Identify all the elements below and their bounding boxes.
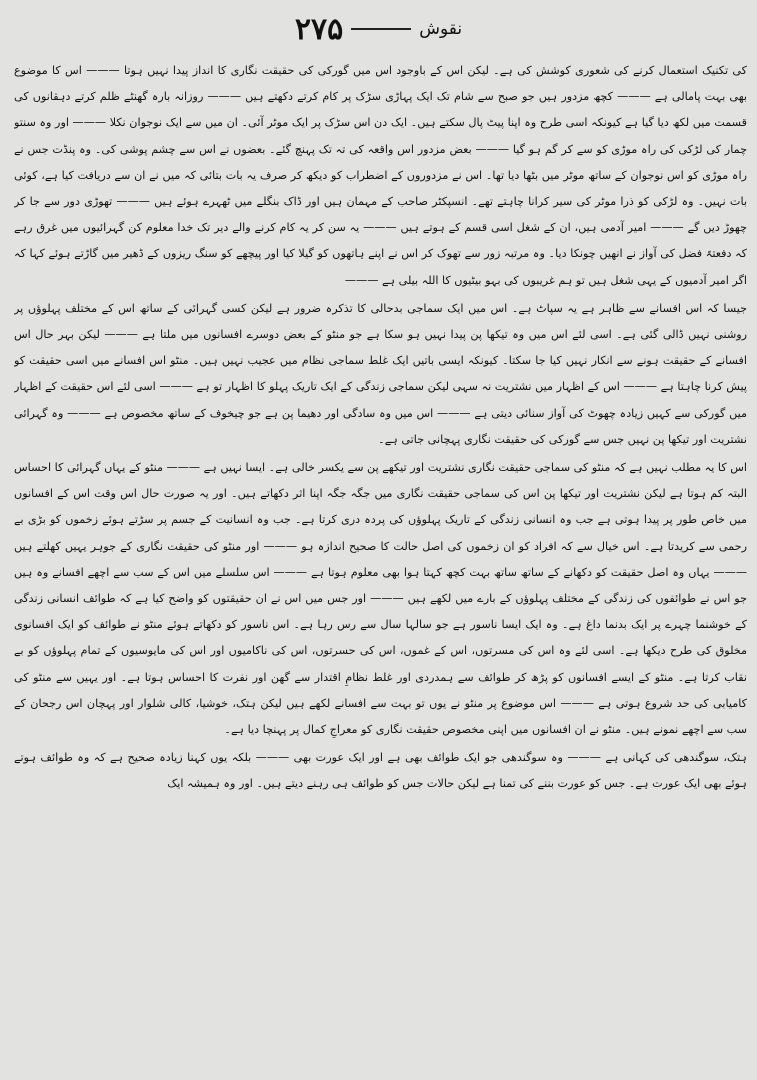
page-number: ۲۷۵ (294, 11, 344, 47)
journal-title: نقوش (419, 19, 463, 39)
paragraph: جیسا کہ اس افسانے سے ظاہر ہے یہ سپاٹ ہے۔ اس میں ایک سماجی بدحالی کا تذکرہ ضرور ہے لیکن کسی گہرائی کے ساتھ اس کے مختلف پہلوؤں پر روشنی نہیں ڈالی گئی ہے۔ اسی لئے اس میں وہ تیکھا پن پیدا نہیں ہو سکا ہے جو منٹو کے بعض دوسرے افسانوں میں ملتا ہے ——— لیکن بہر حال اس افسانے کے حقیقت ہونے سے انکار نہیں کیا جا سکتا۔ کیونکہ ایسی باتیں ایک غلط سماجی نظام میں عجیب نہیں ہیں۔ منٹو اس افسانے میں اسی حقیقت کو پیش کرنا چاہتا ہے ——— اس کے اظہار میں نشتریت نہ سہی لیکن سماجی زندگی کے ایک تاریک پہلو کا اظہار تو ہے ——— اسی لئے اس حقیقت کے اظہار میں گورکی سے کہیں زیادہ چھوٹ کی آواز سنائی دیتی ہے ——— اس میں وہ سادگی اور دھیما پن ہے جو چیخوف کے ساتھ مخصوص ہے ——— وہ گہرائی نشتریت اور تیکھا پن نہیں جس سے گورکی کی حقیقت نگاری پہچانی جاتی ہے۔ (14, 301, 747, 446)
paragraph: ہتک، سوگندھی کی کہانی ہے ——— وہ سوگندھی جو ایک طوائف بھی ہے اور ایک عورت بھی ——— بلکہ یوں کہنا زیادہ صحیح ہے کہ وہ طوائف ہوتے ہوئے بھی ایک عورت ہے۔ جس کو عورت بننے کی تمنا ہے لیکن حالات جس کو طوائف ہی رہنے دیتے ہیں۔ اور وہ ہمیشہ ایک (14, 751, 747, 791)
page-header (0, 6, 757, 52)
paragraph: کی تکنیک استعمال کرنے کی شعوری کوشش کی ہے۔ لیکن اس کے باوجود اس میں گورکی کی حقیقت نگاری کا انداز پیدا نہیں ہوتا ——— اس کا موضوع بھی بہت پامالی ہے ——— کچھ مزدور ہیں جو صبح سے شام تک ایک پہاڑی سڑک پر کام کرتے دکھتے ہیں ——— روزانہ بارہ گھنٹے ظلم کرتے دہقانوں کی قسمت میں لکھ دیا گیا ہے کیونکہ اسی طرح وہ اپنا پیٹ پال سکتے ہیں۔ ایک دن اس سڑک پر ایک موٹر آئی۔ ان میں سے ایک نوجوان نکلا ——— اور وہ سنتو چمار کی لڑکی کی راہ موڑی کو سے کر گم ہو گیا ——— بعض مزدور اس واقعہ کی تہ تک پہنچ گئے۔ بعضوں نے اس سے چشم پوشی کی۔ وہ پنڈت جس نے راہ موڑی کو اس نوجوان کے ساتھ موٹر میں بٹھا دیا تھا۔ اس نے مزدوروں کے اضطراب کو دیکھ کر صرف یہ بات بتائی کہ میں نے ان سے دریافت کیا ہے، کوئی بات نہیں۔ وہ لڑکی کو ذرا موٹر کی سیر کرانا چاہتے تھے۔ انسپکٹر صاحب کے مہمان ہیں اور ڈاک بنگلے میں ٹھہرے ہوئے ہیں ——— تھوڑی دور سے جا کر چھوڑ دیں گے ——— امیر آدمی ہیں، ان کے شغل اسی قسم کے ہوتے ہیں ——— یہ سن کر یہ کام کرنے والے دیر تک خدا معلوم کن گہرائیوں میں غرق رہے کہ دفعتہً فضل کی آواز نے انھیں چونکا دیا۔ وہ مرتبہ زور سے تھوک کر اس نے اپنے ہاتھوں کو گیلا کیا اور پیچھے کو سنگ ریزوں کے ڈھیر میں گاڑتے ہوئے کہا کہ اگر امیر آدمیوں کے یہی شغل ہیں تو ہم غریبوں کی بہو بیٹیوں کا اللہ بیلی ہے ——— (14, 64, 747, 287)
article-body (14, 58, 747, 1070)
header-rule-left (351, 28, 411, 30)
paragraph: اس کا یہ مطلب نہیں ہے کہ منٹو کی سماجی حقیقت نگاری نشتریت اور تیکھے پن سے یکسر خالی ہے۔ ایسا نہیں ہے ——— منٹو کے یہاں گہرائی کا احساس البتہ کم ہوتا ہے لیکن نشتریت اور تیکھا پن اس کی سماجی حقیقت نگاری میں جگہ جگہ اپنا اثر دکھاتے ہیں۔ اور یہ صورت حال اس وقت اس کے افسانوں میں خاص طور پر پیدا ہوتی ہے جب وہ انسانی زندگی کے تاریک پہلوؤں کی پردہ دری کرتا ہے۔ جب وہ انسانیت کے جسم پر سڑتے ہوئے زخموں کو بڑی بے رحمی سے کریدتا ہے۔ اس خیال سے کہ افراد کو ان زخموں کی اصل حالت کا صحیح اندازہ ہو ——— اور منٹو کی حقیقت نگاری کے جوہر یہیں کھلتے ہیں ——— یہاں وہ اصل حقیقت کو دکھانے کے ساتھ ساتھ بہت کچھ کہتا ہوا بھی معلوم ہوتا ہے ——— اس سلسلے میں اس کے سب سے اچھے افسانے وہ ہیں جو اس نے طوائفوں کی زندگی کے مختلف پہلوؤں کے بارے میں لکھے ہیں ——— اور جس میں اس نے ان حقیقتوں کو واضح کیا ہے کہ طوائف انسانی زندگی کے خوشنما چہرے پر ایک بدنما داغ ہے۔ وہ ایک ایسا ناسور ہے جو سالہا سال سے رس رہا ہے۔ اس ناسور کو دکھاتے ہوئے منٹو نے طوائف کو ایک افسانوی مخلوق کی طرح دیکھا ہے۔ اسی لئے وہ اس کی مسرتوں، اس کے غموں، اس کی حسرتوں، اس کی ناکامیوں اور اس کی مایوسیوں کے تمام پہلوؤں کو بے نقاب کرتا ہے۔ منٹو کے ایسے افسانوں کو پڑھ کر طوائف سے ہمدردی اور غلط نظامِ اقتدار سے گھن اور نفرت کا احساس ہوتا ہے۔ اور یہیں سے منٹو کی کامیابی کی حد شروع ہوتی ہے ——— اس موضوع پر منٹو نے یوں تو بہت سے افسانے لکھے ہیں لیکن ہتک، خوشیا، کالی شلوار اور پہچان اس رجحان کے سب سے اچھے نمونے ہیں۔ منٹو نے ان افسانوں میں اپنی مخصوص حقیقت نگاری کو معراجِ کمال پر پہنچا دیا ہے۔ (14, 461, 747, 737)
